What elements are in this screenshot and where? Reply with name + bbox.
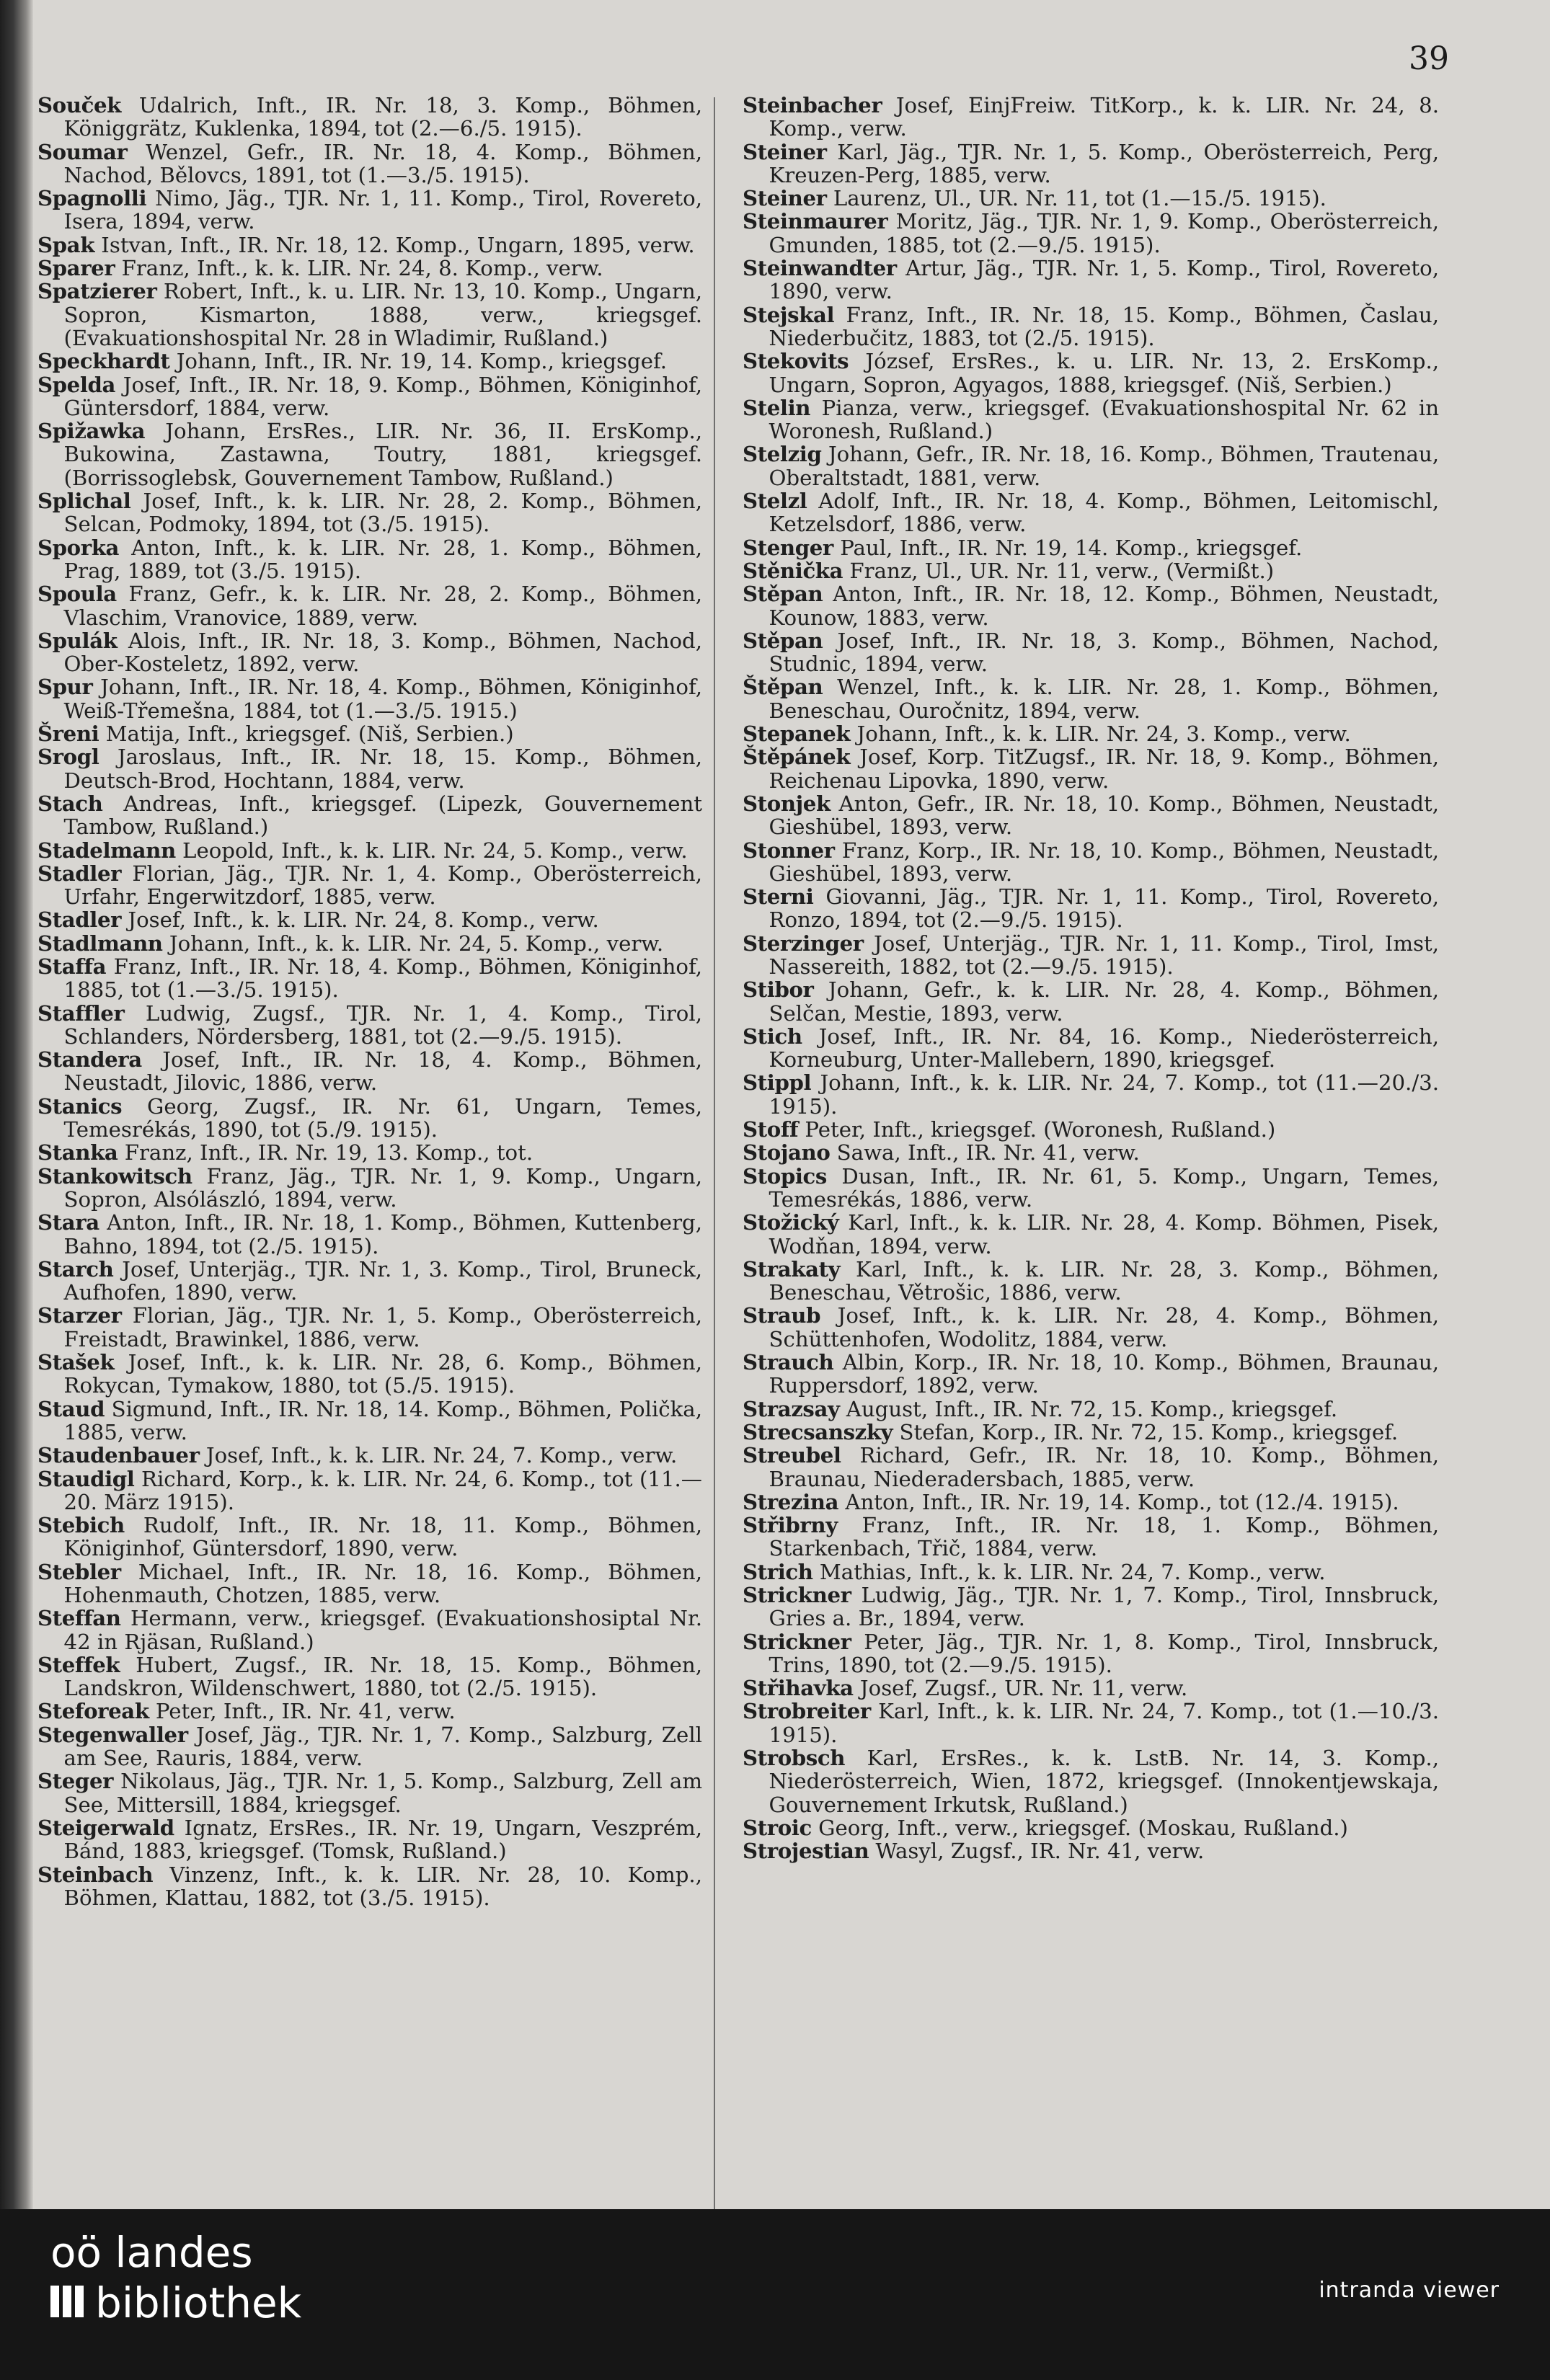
register-entry — [37, 1141, 702, 1164]
register-entry — [37, 675, 702, 722]
entry-details: Karl, Inft., k. k. LIR. Nr. 24, 7. Komp., tot (1.—10./3. 1915). — [769, 1699, 1439, 1747]
register-entry — [743, 1677, 1439, 1700]
entry-details: Josef, Inft., k. k. LIR. Nr. 28, 2. Komp., Böhmen, Selcan, Podmoky, 1894, tot (3./5. 1915). — [63, 489, 702, 537]
entry-surname: Strakaty — [743, 1256, 841, 1282]
entry-details: Josef, Inft., IR. Nr. 18, 4. Komp., Böhmen, Neustadt, Jilovic, 1886, verw. — [63, 1047, 702, 1096]
entry-surname: Stoff — [743, 1117, 799, 1142]
register-entry — [743, 536, 1439, 559]
register-entry — [37, 1607, 702, 1653]
register-entry — [37, 862, 702, 909]
entry-surname: Strojestian — [743, 1839, 869, 1864]
entry-details: Anton, Inft., IR. Nr. 19, 14. Komp., tot (12./4. 1915). — [838, 1489, 1399, 1514]
entry-details: Josef, Inft., IR. Nr. 84, 16. Komp., Niederösterreich, Korneuburg, Unter-Mallebern, 1890, kriegsgef. — [769, 1024, 1439, 1073]
register-entry — [37, 1211, 702, 1258]
entry-details: Moritz, Jäg., TJR. Nr. 1, 9. Komp., Oberösterreich, Gmunden, 1885, tot (2.—9./5. 1915). — [769, 209, 1439, 257]
entry-surname: Spelda — [37, 372, 116, 397]
entry-surname: Stěnička — [743, 558, 843, 583]
register-entry — [743, 1398, 1439, 1421]
register-entry — [37, 1095, 702, 1142]
register-entry — [743, 443, 1439, 489]
entry-surname: Stich — [743, 1024, 802, 1049]
entry-details: Josef, Inft., IR. Nr. 18, 9. Komp., Böhmen, Königinhof, Güntersdorf, 1884, verw. — [63, 372, 702, 420]
register-entry — [743, 1211, 1439, 1258]
entry-details: Anton, Inft., IR. Nr. 18, 1. Komp., Böhmen, Kuttenberg, Bahno, 1894, tot (2./5. 1915). — [63, 1210, 702, 1258]
left-column — [37, 94, 702, 1909]
entry-details: Giovanni, Jäg., TJR. Nr. 1, 11. Komp., Tirol, Rovereto, Ronzo, 1894, tot (2.—9./5. 1915). — [769, 884, 1439, 933]
register-entry — [743, 978, 1439, 1025]
entry-surname: Sterzinger — [743, 931, 864, 956]
entry-surname: Strobsch — [743, 1746, 846, 1771]
register-entry — [37, 582, 702, 629]
entry-surname: Steinmaurer — [743, 209, 888, 234]
entry-details: Udalrich, Inft., IR. Nr. 18, 3. Komp., Böhmen, Königgrätz, Kuklenka, 1894, tot (2.—6./5. 1915). — [63, 93, 702, 141]
register-entry — [37, 792, 702, 839]
entry-surname: Spulák — [37, 628, 118, 653]
register-entry — [37, 187, 702, 234]
entry-surname: Spur — [37, 675, 93, 700]
register-entry — [37, 489, 702, 536]
entry-surname: Stelzl — [743, 489, 807, 514]
entry-surname: Staffler — [37, 1000, 125, 1026]
entry-details: Franz, Inft., IR. Nr. 18, 15. Komp., Böhmen, Časlau, Niederbučitz, 1883, tot (2./5. 1915). — [769, 302, 1439, 350]
entry-surname: Streubel — [743, 1443, 841, 1468]
entry-details: Josef, Unterjäg., TJR. Nr. 1, 11. Komp., Tirol, Imst, Nassereith, 1882, tot (2.—9./5. 1915). — [769, 931, 1439, 979]
entry-details: Josef, Inft., k. k. LIR. Nr. 24, 8. Komp., verw. — [121, 907, 599, 933]
entry-details: Wasyl, Zugsf., IR. Nr. 41, verw. — [869, 1839, 1205, 1864]
entry-details: Josef, Inft., IR. Nr. 18, 3. Komp., Böhmen, Nachod, Studnic, 1894, verw. — [769, 628, 1439, 677]
entry-details: Franz, Inft., k. k. LIR. Nr. 24, 8. Komp., verw. — [115, 256, 603, 281]
register-entry — [743, 1816, 1439, 1839]
entry-surname: Straub — [743, 1303, 821, 1328]
entry-surname: Stěpan — [743, 628, 823, 653]
entry-details: Josef, Korp. TitZugsf., IR. Nr. 18, 9. Komp., Böhmen, Reichenau Lipovka, 1890, verw. — [769, 745, 1439, 793]
entry-surname: Stegenwaller — [37, 1722, 188, 1747]
register-entry — [743, 1071, 1439, 1118]
right-column — [743, 94, 1439, 1863]
entry-surname: Štěpánek — [743, 745, 851, 770]
page-number: 39 — [1409, 40, 1449, 77]
entry-details: Wenzel, Gefr., IR. Nr. 18, 4. Komp., Böhmen, Nachod, Bělovcs, 1891, tot (1.—3./5. 1915). — [63, 139, 702, 187]
entry-surname: Steinbach — [37, 1862, 154, 1887]
entry-surname: Stojano — [743, 1140, 831, 1165]
register-entry — [37, 1165, 702, 1212]
register-entry — [743, 141, 1439, 187]
entry-surname: Stadelmann — [37, 838, 176, 863]
entry-details: Florian, Jäg., TJR. Nr. 1, 4. Komp., Oberösterreich, Urfahr, Engerwitzdorf, 1885, verw. — [63, 861, 702, 910]
entry-surname: Steinbacher — [743, 93, 882, 117]
entry-details: Ludwig, Jäg., TJR. Nr. 1, 7. Komp., Tirol, Innsbruck, Gries a. Br., 1894, verw. — [769, 1583, 1439, 1631]
entry-details: Paul, Inft., IR. Nr. 19, 14. Komp., kriegsgef. — [833, 535, 1303, 560]
register-entry — [743, 1839, 1439, 1862]
entry-surname: Staudigl — [37, 1466, 135, 1491]
entry-surname: Steger — [37, 1769, 114, 1794]
book-gutter — [0, 0, 33, 2209]
register-entry — [37, 141, 702, 187]
entry-surname: Stelzig — [743, 442, 822, 467]
entry-surname: Stadler — [37, 907, 122, 933]
entry-details: Georg, Inft., verw., kriegsgef. (Moskau, Rußland.) — [811, 1815, 1348, 1840]
register-entry — [37, 1258, 702, 1305]
entry-surname: Staud — [37, 1396, 105, 1421]
entry-surname: Stonjek — [743, 791, 831, 816]
entry-surname: Strazsay — [743, 1396, 840, 1421]
entry-surname: Stadler — [37, 861, 122, 886]
entry-details: Peter, Inft., kriegsgef. (Woronesh, Rußland.) — [798, 1117, 1276, 1142]
entry-details: Georg, Zugsf., IR. Nr. 61, Ungarn, Temes, Temesrékás, 1890, tot (5./9. 1915). — [63, 1093, 702, 1142]
entry-surname: Splichal — [37, 489, 131, 514]
entry-details: Josef, EinjFreiw. TitKorp., k. k. LIR. Nr. 24, 8. Komp., verw. — [769, 93, 1439, 141]
entry-details: Richard, Korp., k. k. LIR. Nr. 24, 6. Komp., tot (11.—20. März 1915). — [63, 1466, 702, 1514]
entry-details: Johann, ErsRes., LIR. Nr. 36, II. ErsKomp., Bukowina, Zastawna, Toutry, 1881, kriegsgef. (Borrissoglebsk, Gouvernement Tambow, Rußland.) — [63, 419, 702, 490]
register-entry — [743, 1258, 1439, 1305]
entry-surname: Stippl — [743, 1070, 812, 1096]
entry-surname: Spižawka — [37, 419, 146, 444]
entry-details: Nikolaus, Jäg., TJR. Nr. 1, 5. Komp., Salzburg, Zell am See, Mittersill, 1884, kriegsgef. — [63, 1769, 702, 1817]
register-entry — [37, 1467, 702, 1514]
entry-details: Mathias, Inft., k. k. LIR. Nr. 24, 7. Komp., verw. — [812, 1559, 1326, 1584]
entry-surname: Střihavka — [743, 1676, 854, 1701]
entry-details: Josef, Zugsf., UR. Nr. 11, verw. — [853, 1676, 1188, 1701]
register-entry — [37, 257, 702, 280]
entry-surname: Stara — [37, 1210, 99, 1235]
register-entry — [37, 722, 702, 745]
register-entry — [743, 1514, 1439, 1560]
entry-details: Johann, Inft., IR. Nr. 19, 14. Komp., kriegsgef. — [169, 349, 668, 374]
entry-surname: Sterni — [743, 884, 814, 910]
entry-details: Dusan, Inft., IR. Nr. 61, 5. Komp., Ungarn, Temes, Temesrékás, 1886, verw. — [769, 1163, 1439, 1212]
entry-surname: Stibor — [743, 977, 814, 1003]
register-entry — [743, 1141, 1439, 1164]
register-entry — [37, 629, 702, 676]
register-entry — [37, 1560, 702, 1607]
entry-surname: Steigerwald — [37, 1815, 174, 1840]
register-entry — [743, 1421, 1439, 1444]
entry-details: August, Inft., IR. Nr. 72, 15. Komp., kriegsgef. — [839, 1396, 1338, 1421]
entry-surname: Starzer — [37, 1303, 122, 1328]
register-entry — [743, 1351, 1439, 1398]
register-entry — [37, 745, 702, 792]
register-entry — [37, 1351, 702, 1398]
register-entry — [37, 280, 702, 350]
entry-details: Pianza, verw., kriegsgef. (Evakuationshospital Nr. 62 in Woronesh, Rußland.) — [769, 395, 1439, 444]
register-entry — [743, 1584, 1439, 1630]
register-entry — [743, 1025, 1439, 1072]
entry-details: Sigmund, Inft., IR. Nr. 18, 14. Komp., Böhmen, Polička, 1885, verw. — [63, 1396, 702, 1444]
entry-surname: Steforeak — [37, 1699, 149, 1724]
entry-details: Josef, Jäg., TJR. Nr. 1, 7. Komp., Salzburg, Zell am See, Rauris, 1884, verw. — [63, 1722, 702, 1771]
entry-surname: Stadlmann — [37, 931, 163, 956]
entry-surname: Strickner — [743, 1629, 851, 1654]
entry-details: Leopold, Inft., k. k. LIR. Nr. 24, 5. Komp., verw. — [175, 838, 688, 863]
entry-surname: Staudenbauer — [37, 1443, 200, 1468]
register-entry — [743, 745, 1439, 792]
entry-details: Adolf, Inft., IR. Nr. 18, 4. Komp., Böhmen, Leitomischl, Ketzelsdorf, 1886, verw. — [769, 489, 1439, 537]
entry-details: Alois, Inft., IR. Nr. 18, 3. Komp., Böhmen, Nachod, Ober-Kosteletz, 1892, verw. — [63, 628, 702, 677]
register-entry — [37, 536, 702, 583]
entry-surname: Starch — [37, 1256, 114, 1282]
entry-details: Rudolf, Inft., IR. Nr. 18, 11. Komp., Böhmen, Königinhof, Güntersdorf, 1890, verw. — [63, 1513, 702, 1561]
register-entry — [37, 1653, 702, 1700]
entry-surname: Stožický — [743, 1210, 839, 1235]
entry-details: Josef, Inft., k. k. LIR. Nr. 24, 7. Komp., verw. — [199, 1443, 678, 1468]
entry-surname: Stroic — [743, 1815, 812, 1840]
entry-details: Johann, Gefr., k. k. LIR. Nr. 28, 4. Komp., Böhmen, Selčan, Mestie, 1893, verw. — [769, 977, 1439, 1026]
register-entry — [743, 1491, 1439, 1514]
entry-details: Anton, Inft., IR. Nr. 18, 12. Komp., Böhmen, Neustadt, Kounow, 1883, verw. — [769, 582, 1439, 630]
entry-details: Josef, Inft., k. k. LIR. Nr. 28, 6. Komp., Böhmen, Rokycan, Tymakow, 1880, tot (5./5. 1915). — [63, 1350, 702, 1398]
register-entry — [37, 1816, 702, 1863]
entry-surname: Srogl — [37, 745, 99, 770]
logo-line-1: oö landes — [50, 2228, 253, 2277]
entry-surname: Strezina — [743, 1489, 839, 1514]
entry-details: Laurenz, Ul., UR. Nr. 11, tot (1.—15./5. 1915). — [826, 186, 1327, 211]
register-entry — [743, 722, 1439, 745]
entry-surname: Stebler — [37, 1559, 121, 1584]
entry-surname: Spagnolli — [37, 186, 147, 211]
entry-surname: Stonner — [743, 838, 835, 863]
entry-details: Johann, Gefr., IR. Nr. 18, 16. Komp., Böhmen, Trautenau, Oberaltstadt, 1881, verw. — [769, 442, 1439, 490]
register-entry — [743, 792, 1439, 839]
register-entry — [743, 675, 1439, 722]
entry-details: Franz, Inft., IR. Nr. 18, 1. Komp., Böhmen, Starkenbach, Třič, 1884, verw. — [769, 1513, 1439, 1561]
register-entry — [743, 839, 1439, 886]
register-entry — [37, 419, 702, 489]
entry-surname: Stankowitsch — [37, 1163, 192, 1189]
entry-details: Johann, Inft., k. k. LIR. Nr. 24, 7. Komp., tot (11.—20./3. 1915). — [769, 1070, 1439, 1119]
entry-details: Josef, Inft., k. k. LIR. Nr. 28, 4. Komp., Böhmen, Schüttenhofen, Wodolitz, 1884, verw. — [769, 1303, 1439, 1351]
register-entry — [743, 559, 1439, 582]
entry-details: Peter, Jäg., TJR. Nr. 1, 8. Komp., Tirol, Innsbruck, Trins, 1890, tot (2.—9./5. 1915). — [769, 1629, 1439, 1677]
entry-surname: Soumar — [37, 139, 128, 164]
entry-surname: Spak — [37, 232, 95, 257]
entry-surname: Stěpan — [743, 582, 823, 607]
register-entry — [37, 908, 702, 931]
entry-details: Karl, Inft., k. k. LIR. Nr. 28, 3. Komp., Böhmen, Beneschau, Větrošic, 1886, verw. — [769, 1256, 1439, 1305]
entry-surname: Strich — [743, 1559, 813, 1584]
entry-details: Johann, Inft., IR. Nr. 18, 4. Komp., Böhmen, Königinhof, Weiß-Třemešna, 1884, tot (1.—3./5. 1915.) — [63, 675, 702, 723]
entry-details: Karl, ErsRes., k. k. LstB. Nr. 14, 3. Komp., Niederösterreich, Wien, 1872, kriegsgef. (Innokentjewskaja, Gouvernement Irkutsk, Rußland.) — [769, 1746, 1439, 1817]
entry-details: Richard, Gefr., IR. Nr. 18, 10. Komp., Böhmen, Braunau, Niederadersbach, 1885, verw. — [769, 1443, 1439, 1491]
entry-details: Hubert, Zugsf., IR. Nr. 18, 15. Komp., Böhmen, Landskron, Wildenschwert, 1880, tot (2./5. 1915). — [63, 1652, 702, 1701]
register-entry — [37, 94, 702, 141]
register-entry — [37, 234, 702, 257]
entry-surname: Stanka — [37, 1140, 118, 1165]
entry-details: Nimo, Jäg., TJR. Nr. 1, 11. Komp., Tirol, Rovereto, Isera, 1894, verw. — [63, 186, 702, 234]
entry-details: Vinzenz, Inft., k. k. LIR. Nr. 28, 10. Komp., Böhmen, Klattau, 1882, tot (3./5. 1915). — [63, 1862, 702, 1910]
register-entry — [743, 303, 1439, 350]
entry-surname: Spoula — [37, 582, 117, 607]
entry-surname: Strickner — [743, 1583, 851, 1607]
register-entry — [37, 1444, 702, 1467]
entry-surname: Štěpan — [743, 675, 823, 700]
entry-details: Josef, Unterjäg., TJR. Nr. 1, 3. Komp., Tirol, Bruneck, Aufhofen, 1890, verw. — [63, 1256, 702, 1305]
register-entry — [743, 257, 1439, 303]
entry-details: Michael, Inft., IR. Nr. 18, 16. Komp., Böhmen, Hohenmauth, Chotzen, 1885, verw. — [63, 1559, 702, 1607]
entry-details: Franz, Gefr., k. k. LIR. Nr. 28, 2. Komp., Böhmen, Vlaschim, Vranovice, 1889, verw. — [63, 582, 702, 630]
entry-surname: Stach — [37, 791, 103, 816]
register-entry — [37, 1723, 702, 1770]
register-entry — [743, 1630, 1439, 1677]
entry-details: Franz, Inft., IR. Nr. 19, 13. Komp., tot. — [118, 1140, 533, 1165]
entry-surname: Speckhardt — [37, 349, 170, 374]
register-entry — [37, 1770, 702, 1816]
entry-surname: Šreni — [37, 721, 99, 747]
register-entry — [743, 1165, 1439, 1212]
entry-details: Florian, Jäg., TJR. Nr. 1, 5. Komp., Oberösterreich, Freistadt, Brawinkel, 1886, verw. — [63, 1303, 702, 1351]
logo-line-2-row — [50, 2278, 301, 2328]
register-entry — [37, 1514, 702, 1560]
entry-details: Stefan, Korp., IR. Nr. 72, 15. Komp., kriegsgef. — [893, 1419, 1399, 1444]
register-entry — [37, 1700, 702, 1723]
entry-surname: Stašek — [37, 1350, 115, 1375]
entry-details: Artur, Jäg., TJR. Nr. 1, 5. Komp., Tirol, Rovereto, 1890, verw. — [769, 256, 1439, 304]
entry-surname: Stebich — [37, 1513, 125, 1538]
entry-details: Wenzel, Inft., k. k. LIR. Nr. 28, 1. Komp., Böhmen, Beneschau, Ouročnitz, 1894, verw. — [769, 675, 1439, 723]
library-logo[interactable] — [50, 2227, 301, 2328]
entry-surname: Strauch — [743, 1350, 834, 1375]
entry-surname: Stekovits — [743, 349, 849, 374]
entry-details: Franz, Jäg., TJR. Nr. 1, 9. Komp., Ungarn, Sopron, Alsólászló, 1894, verw. — [63, 1163, 702, 1212]
entry-surname: Souček — [37, 93, 121, 117]
entry-details: Istvan, Inft., IR. Nr. 18, 12. Komp., Ungarn, 1895, verw. — [94, 232, 695, 257]
register-entry — [743, 210, 1439, 257]
entry-details: József, ErsRes., k. u. LIR. Nr. 13, 2. ErsKomp., Ungarn, Sopron, Agyagos, 1888, kriegsgef. (Niš, Serbien.) — [769, 349, 1439, 397]
entry-details: Jaroslaus, Inft., IR. Nr. 18, 15. Komp., Böhmen, Deutsch-Brod, Hochtann, 1884, verw. — [63, 745, 702, 793]
entry-surname: Sparer — [37, 256, 115, 281]
entry-surname: Steiner — [743, 139, 827, 164]
entry-surname: Steffek — [37, 1652, 120, 1677]
entry-surname: Spatzierer — [37, 279, 157, 304]
register-entry — [743, 1444, 1439, 1491]
register-entry — [743, 1560, 1439, 1584]
register-entry — [743, 1746, 1439, 1816]
entry-details: Anton, Gefr., IR. Nr. 18, 10. Komp., Böhmen, Neustadt, Gieshübel, 1893, verw. — [769, 791, 1439, 840]
entry-surname: Steffan — [37, 1606, 121, 1631]
entry-surname: Stepanek — [743, 721, 851, 747]
register-entry — [743, 187, 1439, 210]
entry-surname: Standera — [37, 1047, 142, 1073]
entry-details: Sawa, Inft., IR. Nr. 41, verw. — [830, 1140, 1140, 1165]
entry-details: Robert, Inft., k. u. LIR. Nr. 13, 10. Komp., Ungarn, Sopron, Kismarton, 1888, verw., kriegsgef. (Evakuationshospital Nr. 28 in Wladimir, Rußland.) — [63, 279, 702, 350]
entry-surname: Staffa — [37, 954, 107, 979]
register-entry — [743, 1700, 1439, 1746]
entry-details: Johann, Inft., k. k. LIR. Nr. 24, 5. Komp., verw. — [162, 931, 664, 956]
register-entry — [743, 396, 1439, 443]
entry-details: Johann, Inft., k. k. LIR. Nr. 24, 3. Komp., verw. — [850, 721, 1351, 747]
entry-details: Franz, Ul., UR. Nr. 11, verw., (Vermißt.) — [843, 558, 1275, 583]
entry-surname: Stopics — [743, 1163, 827, 1189]
entry-details: Karl, Inft., k. k. LIR. Nr. 28, 4. Komp. Böhmen, Pisek, Wodňan, 1894, verw. — [769, 1210, 1439, 1258]
entry-details: Franz, Inft., IR. Nr. 18, 4. Komp., Böhmen, Königinhof, 1885, tot (1.—3./5. 1915). — [63, 954, 702, 1003]
entry-details: Hermann, verw., kriegsgef. (Evakuationshosiptal Nr. 42 in Rjäsan, Rußland.) — [63, 1606, 702, 1654]
entry-details: Matija, Inft., kriegsgef. (Niš, Serbien.) — [99, 721, 514, 747]
entry-details: Andreas, Inft., kriegsgef. (Lipezk, Gouvernement Tambow, Rußland.) — [63, 791, 702, 840]
register-entry — [37, 1398, 702, 1444]
register-entry — [743, 350, 1439, 396]
register-entry — [743, 932, 1439, 979]
register-entry — [743, 1118, 1439, 1141]
entry-surname: Střibrny — [743, 1513, 838, 1538]
entry-surname: Stejskal — [743, 302, 835, 327]
entry-surname: Steinwandter — [743, 256, 897, 281]
register-entry — [743, 582, 1439, 629]
register-entry — [37, 1863, 702, 1910]
entry-surname: Stelin — [743, 395, 811, 420]
entry-details: Ignatz, ErsRes., IR. Nr. 19, Ungarn, Veszprém, Bánd, 1883, kriegsgef. (Tomsk, Rußland.) — [63, 1815, 702, 1864]
entry-surname: Stenger — [743, 535, 833, 560]
entry-details: Franz, Korp., IR. Nr. 18, 10. Komp., Böhmen, Neustadt, Gieshübel, 1893, verw. — [769, 838, 1439, 886]
logo-line-2: bibliothek — [95, 2278, 302, 2327]
register-entry — [37, 350, 702, 373]
column-divider — [714, 97, 715, 2209]
viewer-brand[interactable]: intranda viewer — [1319, 2278, 1500, 2303]
entry-details: Ludwig, Zugsf., TJR. Nr. 1, 4. Komp., Tirol, Schlanders, Nördersberg, 1881, tot (2.—9./5. 1915). — [63, 1000, 702, 1049]
register-entry — [743, 885, 1439, 932]
entry-surname: Strecsanszky — [743, 1419, 893, 1444]
register-entry — [743, 629, 1439, 676]
register-entry — [37, 955, 702, 1002]
register-entry — [37, 932, 702, 955]
register-entry — [743, 489, 1439, 536]
register-entry — [37, 1304, 702, 1351]
entry-details: Peter, Inft., IR. Nr. 41, verw. — [149, 1699, 456, 1724]
entry-surname: Sporka — [37, 535, 120, 560]
entry-details: Albin, Korp., IR. Nr. 18, 10. Komp., Böhmen, Braunau, Ruppersdorf, 1892, verw. — [769, 1350, 1439, 1398]
register-entry — [37, 839, 702, 862]
logo-bars-icon — [50, 2278, 91, 2328]
register-entry — [37, 1048, 702, 1095]
register-entry — [37, 373, 702, 420]
register-entry — [37, 1002, 702, 1049]
entry-surname: Steiner — [743, 186, 827, 211]
register-entry — [743, 94, 1439, 141]
entry-surname: Strobreiter — [743, 1699, 871, 1724]
entry-surname: Stanics — [37, 1093, 123, 1119]
register-entry — [743, 1304, 1439, 1351]
entry-details: Karl, Jäg., TJR. Nr. 1, 5. Komp., Oberösterreich, Perg, Kreuzen-Perg, 1885, verw. — [769, 139, 1439, 187]
entry-details: Anton, Inft., k. k. LIR. Nr. 28, 1. Komp., Böhmen, Prag, 1889, tot (3./5. 1915). — [63, 535, 702, 583]
